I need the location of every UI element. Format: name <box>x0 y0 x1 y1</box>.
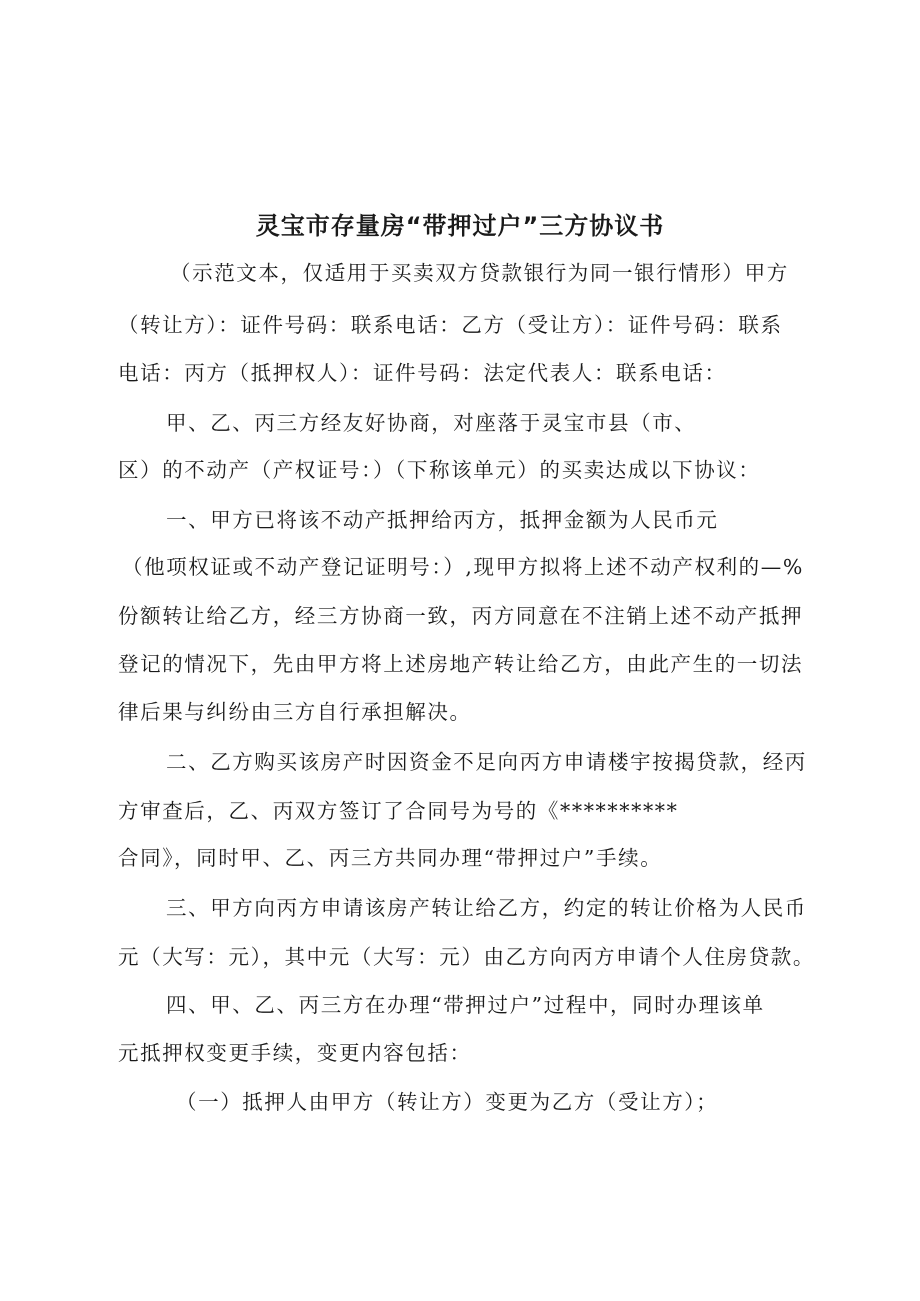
paragraph-line: 三、甲方向丙方申请该房产转让给乙方，约定的转让价格为人民币 <box>166 896 807 920</box>
paragraph-line: 律后果与纠纷由三方自行承担解决。 <box>118 700 472 724</box>
document-title: 灵宝市存量房“带押过户”三方协议书 <box>255 212 665 240</box>
paragraph-line: （他项权证或不动产登记证明号：）,现甲方拟将上述不动产权利的—% <box>122 555 804 579</box>
paragraph-line: 份额转让给乙方，经三方协商一致，丙方同意在不注销上述不动产抵押 <box>118 604 804 628</box>
paragraph-line: 甲、乙、丙三方经友好协商，对座落于灵宝市县（市、 <box>166 411 697 435</box>
paragraph-line: 合同》，同时甲、乙、丙三方共同办理“带押过户”手续。 <box>118 846 663 870</box>
paragraph-line: 元（大写：元），其中元（大写：元）由乙方向丙方申请个人住房贷款。 <box>118 945 815 969</box>
paragraph-line: （一）抵押人由甲方（转让方）变更为乙方（受让方）； <box>176 1090 719 1114</box>
paragraph-line: 元抵押权变更手续，变更内容包括： <box>118 1041 472 1065</box>
paragraph-line: 登记的情况下，先由甲方将上述房地产转让给乙方，由此产生的一切法 <box>118 652 804 676</box>
paragraph-line: 二、乙方购买该房产时因资金不足向丙方申请楼宇按揭贷款，经丙 <box>166 750 807 774</box>
paragraph-line: 区）的不动产（产权证号：）（下称该单元）的买卖达成以下协议： <box>118 458 761 482</box>
paragraph-line: （示范文本，仅适用于买卖双方贷款银行为同一银行情形）甲方 <box>170 261 789 285</box>
paragraph-line: 四、甲、乙、丙三方在办理“带押过户”过程中，同时办理该单 <box>166 993 765 1017</box>
paragraph-line: 一、甲方已将该不动产抵押给丙方，抵押金额为人民币元 <box>166 508 719 532</box>
paragraph-line: 方审查后，乙、丙双方签订了合同号为号的《********** <box>118 799 679 823</box>
paragraph-line: （转让方）：证件号码：联系电话：乙方（受让方）：证件号码：联系 <box>118 313 783 337</box>
paragraph-line: 电话：丙方（抵押权人）：证件号码：法定代表人：联系电话： <box>118 361 727 385</box>
